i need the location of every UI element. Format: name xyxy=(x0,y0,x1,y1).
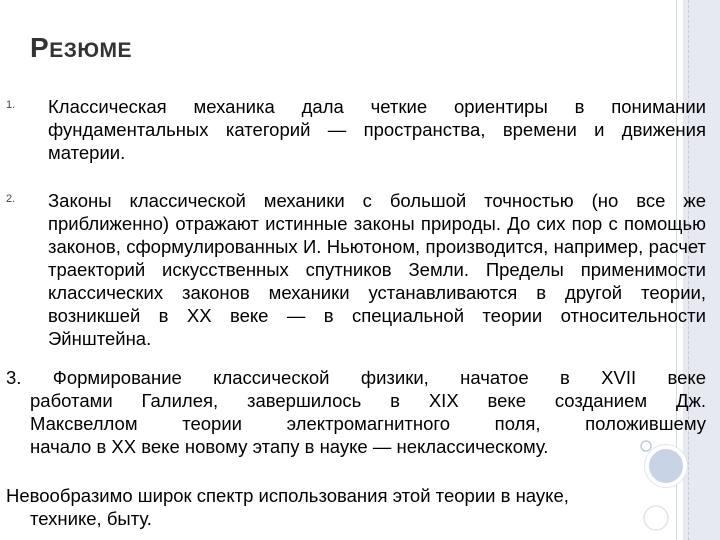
slide-title xyxy=(30,32,132,64)
final-paragraph xyxy=(6,484,696,530)
summary-item-3-line: Максвеллом теории электромагнитного поля, положившему xyxy=(30,413,706,434)
slide-title-first-letter: Р xyxy=(30,32,50,63)
summary-item-3-line: работами Галилея, завершилось в XIX веке созданием Дж. xyxy=(30,390,706,411)
slide-title-rest: ЕЗЮМЕ xyxy=(49,39,133,62)
summary-item-3 xyxy=(6,366,706,458)
final-paragraph-line: технике, быту. xyxy=(30,508,152,529)
summary-item: Классическая механика дала четкие ориентиры в понимании фундаментальных категорий — пространства, времени и движения материи. xyxy=(48,96,706,163)
summary-item-3-line: начало в XX веке новому этапу в науке — неклассическому. xyxy=(30,436,549,457)
summary-item-3-line: 3. Формирование классической физики, начатое в XVII веке xyxy=(6,367,706,388)
final-paragraph-line: Невообразимо широк спектр использования этой теории в науке, xyxy=(6,485,569,506)
item-number: 2. xyxy=(6,193,16,205)
item-number: 1. xyxy=(6,99,16,111)
summary-item: Законы классической механики с большой точностью (но все же приближенно) отражают истинные законы природы. До сих пор с помощью законов, сформулированных И. Ньютоном, производится, например, расчет траекторий искусственных спутников Земли. Пределы применимости классических законов механики устанавливаются в другой теории, возникшей в XX веке — в специальной теории относительности Эйнштейна. xyxy=(48,190,706,349)
